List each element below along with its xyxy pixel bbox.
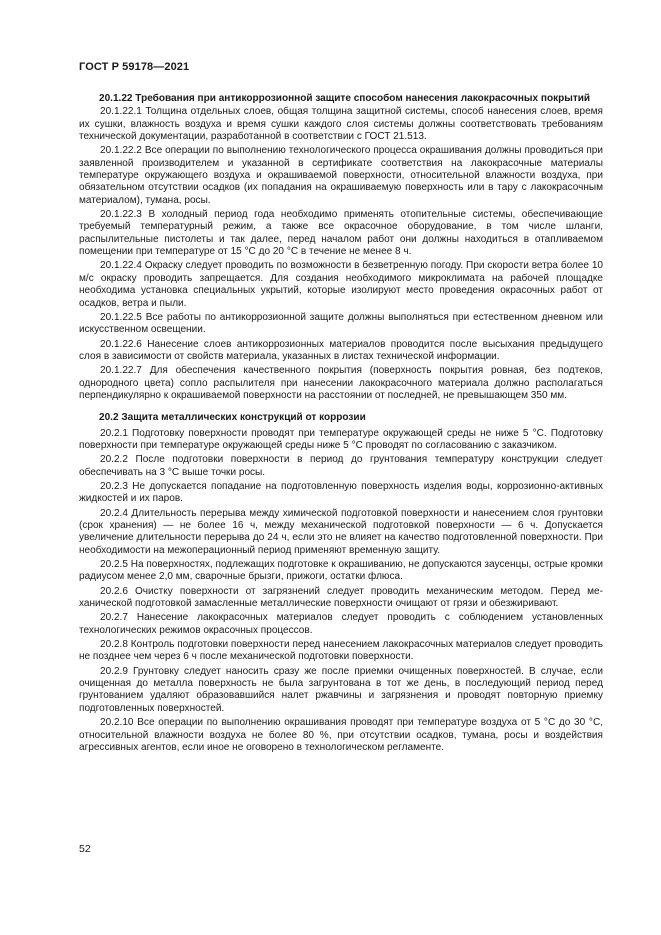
paragraph: 20.1.22.7 Для обеспечения качественного покрытия (поверхность покрытия ровная, без подтеков, однородного цвета) сопло распылителя при нанесении лакокрасочного материала должно располагаться перпендикулярно к окрашиваемой поверхности на расстоянии от последней, не превышающем 350 мм. [79,365,603,401]
document-header: ГОСТ Р 59178—2021 [79,61,190,73]
paragraph: 20.1.22.3 В холодный период года необходимо применять отопительные системы, обеспечивающие требуемый температурный режим, а также все окрасочное оборудование, в том числе шланги, распылительные пистолеты и так далее, перед началом работ они должны находиться в отапливаемом помещении при температуре от 15 °C до 20 °C в течение не менее 8 ч. [79,209,603,258]
paragraph: 20.2.5 На поверхностях, подлежащих подготовке к окрашиванию, не допускаются заусенцы, острые кромки радиусом менее 2,0 мм, сварочные брызги, прижоги, остатки флюса. [79,559,604,583]
paragraph: 20.1.22.2 Все операции по выполнению технологического процесса окрашивания должны проводиться при заявленной производителем и указанной в сертификате соответствия на лакокрасочные материалы температуре окружающего воздуха и окрашиваемой поверхности, относительной влажности воздуха, при обязательном отсутствии осадков (их попадания на окрашиваемую поверхность или в тару с лакокрасочным материалом), тумана, росы. [79,145,603,206]
section-heading: 20.2 Защита металлических конструкций от коррозии [99,412,366,424]
paragraph: 20.2.3 Не допускается попадание на подготовленную поверхность изделия воды, коррозионно-активных жидкостей и их паров. [79,480,603,505]
section-corrosion-protection [79,412,603,754]
document-body [79,93,603,756]
paragraph: 20.2.7 Нанесение лакокрасочных материалов следует проводить с соблюдением установленных технологических режимов окрасочных процессов. [79,612,603,636]
paragraph: 20.2.10 Все операции по выполнению окрашивания проводят при температуре воздуха от 5 °C до 30 °C, относительной влажности воздуха не более 80 %, при отсутствии осадков, тумана, росы и воздействия агрессивных агентов, если иное не оговорено в технологическом регламенте. [79,717,603,753]
paragraph: 20.2.4 Длительность перерыва между химической подготовкой поверхности и нанесением слоя грунтовки (срок хранения) — не более 16 ч, между механической подготовкой поверхности — 6 ч. Допускается увеличение длительности перерыва до 24 ч, если это не влияет на качество подготовленной поверхности. При необходимости на межоперационный период применяют временную защиту. [79,507,603,556]
paragraph: 20.2.8 Контроль подготовки поверхности перед нанесением лакокрасочных материалов следует проводить не позднее чем через 6 ч после механической подготовки поверхности. [79,639,603,663]
section-heading: 20.1.22 Требования при антикоррозионной защите способом нанесения лакокрасочных покрытий [99,93,591,104]
paragraph: 20.1.22.4 Окраску следует проводить по возможности в безветренную погоду. При скорости ветра более 10 м/с окраску проводить запрещается. Для создания необходимого микроклимата на рабочей площадке необходима установка специальных укрытий, которые изолируют место проведения окрасочных работ от осадков, ветра и пыли. [79,260,603,309]
paragraph: 20.1.22.6 Нанесение слоев антикоррозионных материалов проводится после высыхания предыдущего слоя в зависимости от свойств материала, указанных в листах технической информации. [79,338,603,362]
paragraph: 20.2.2 После подготовки поверхности в период до грунтования температуру конструкции следует обеспечивать на 3 °C выше точки росы. [79,454,603,478]
page-number: 52 [79,843,91,855]
section-coating-requirements [79,93,603,402]
paragraph: 20.1.22.1 Толщина отдельных слоев, общая толщина защитной системы, способ нанесения слоев, время их сушки, влажность воздуха и время сушки каждого слоя системы должны соответствовать требованиям технической документации, разработанной в соответствии с ГОСТ 21.513. [79,106,603,143]
paragraph: 20.2.9 Грунтовку следует наносить сразу же после приемки очищенных поверхностей. В случае, если очищенная до металла поверхность не была загрунтована в тот же день, в последующий период перед грунтованием удаляют образовавшийся налет ржавчины и загрязнения и проводят повторную приемку подготовленных поверхностей. [79,665,603,714]
paragraph: 20.1.22.5 Все работы по антикоррозионной защите должны выполняться при естественном дневном или искусственном освещении. [79,311,603,336]
paragraph: 20.2.1 Подготовку поверхности проводят при температуре окружающей среды не ниже 5 °C. Подготовку поверхности при температуре окружающей среды ниже 5 °C проводят по согласованию с заказчиком. [79,427,603,451]
paragraph: 20.2.6 Очистку поверхности от загрязнений следует проводить механическим методом. Перед механической подготовкой замасленные металлические поверхности очищают от грязи и обезжиривают. [79,585,603,610]
